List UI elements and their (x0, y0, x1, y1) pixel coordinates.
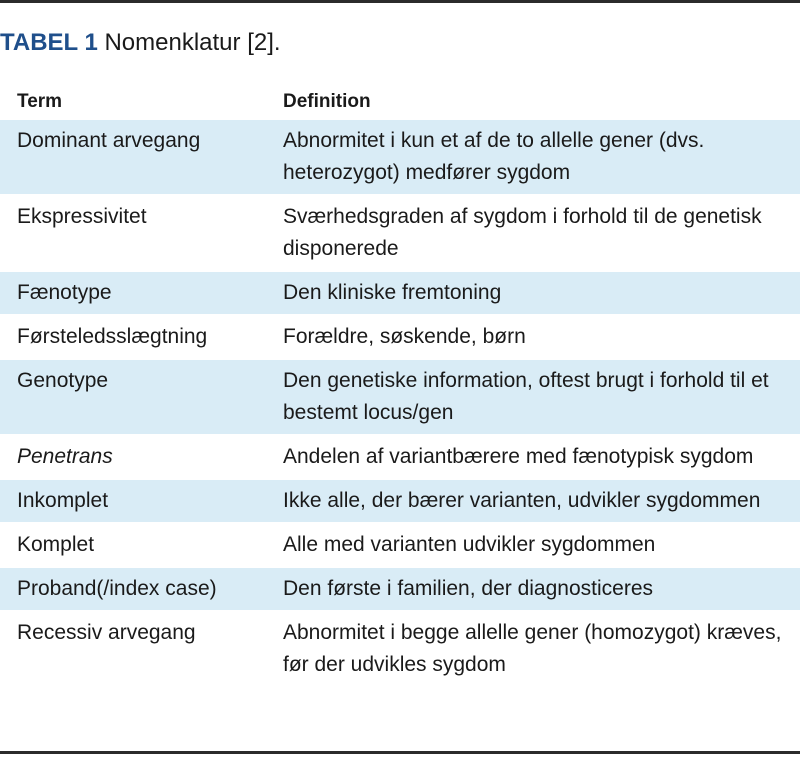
table-label: TABEL 1 (0, 29, 98, 56)
table-row (0, 120, 800, 195)
term-cell: Komplet (17, 533, 95, 556)
header-definition: Definition (283, 91, 371, 112)
term-cell: Dominant arvegang (17, 129, 201, 152)
definition-cell: Den kliniske fremtoning (283, 281, 502, 304)
table-row (0, 359, 800, 435)
definition-cell: Abnormitet i begge allelle gener (homozygot) kræves, før der udvikles sygdom (283, 621, 782, 676)
term-cell: Recessiv arvegang (17, 621, 196, 644)
term-cell: Proband(/index case) (17, 577, 217, 600)
term-cell: Fænotype (17, 281, 112, 304)
header-term: Term (17, 91, 63, 112)
table-row (0, 195, 800, 271)
term-cell: Førsteledsslægtning (17, 325, 208, 348)
table-row (0, 479, 800, 523)
table-row (0, 611, 800, 687)
table-row (0, 315, 800, 359)
table-row (0, 523, 800, 567)
table-row (0, 435, 800, 479)
definition-cell: Alle med varianten udvikler sygdommen (283, 533, 656, 556)
term-cell: Ekspressivitet (17, 205, 147, 228)
definition-cell: Den første i familien, der diagnosticeres (283, 577, 653, 600)
term-cell: Penetrans (17, 445, 113, 468)
definition-cell: Den genetiske information, oftest brugt i forhold til et bestemt locus/gen (283, 369, 769, 424)
table-title: Nomenklatur [2]. (104, 29, 281, 56)
table-row (0, 567, 800, 611)
definition-cell: Abnormitet i kun et af de to allelle gener (dvs. heterozygot) medfører sygdom (283, 129, 705, 184)
definition-cell: Forældre, søskende, børn (283, 325, 526, 348)
term-cell: Genotype (17, 369, 109, 392)
table-caption (0, 28, 281, 58)
table-row (0, 271, 800, 315)
nomenclature-table (0, 84, 800, 688)
top-rule (0, 0, 800, 3)
term-cell: Inkomplet (17, 489, 109, 512)
bottom-rule (0, 751, 800, 754)
definition-cell: Sværhedsgraden af sygdom i forhold til de genetisk disponerede (283, 205, 762, 260)
definition-cell: Ikke alle, der bærer varianten, udvikler sygdommen (283, 489, 761, 512)
table-header-row (0, 84, 800, 120)
definition-cell: Andelen af variantbærere med fænotypisk sygdom (283, 445, 754, 468)
